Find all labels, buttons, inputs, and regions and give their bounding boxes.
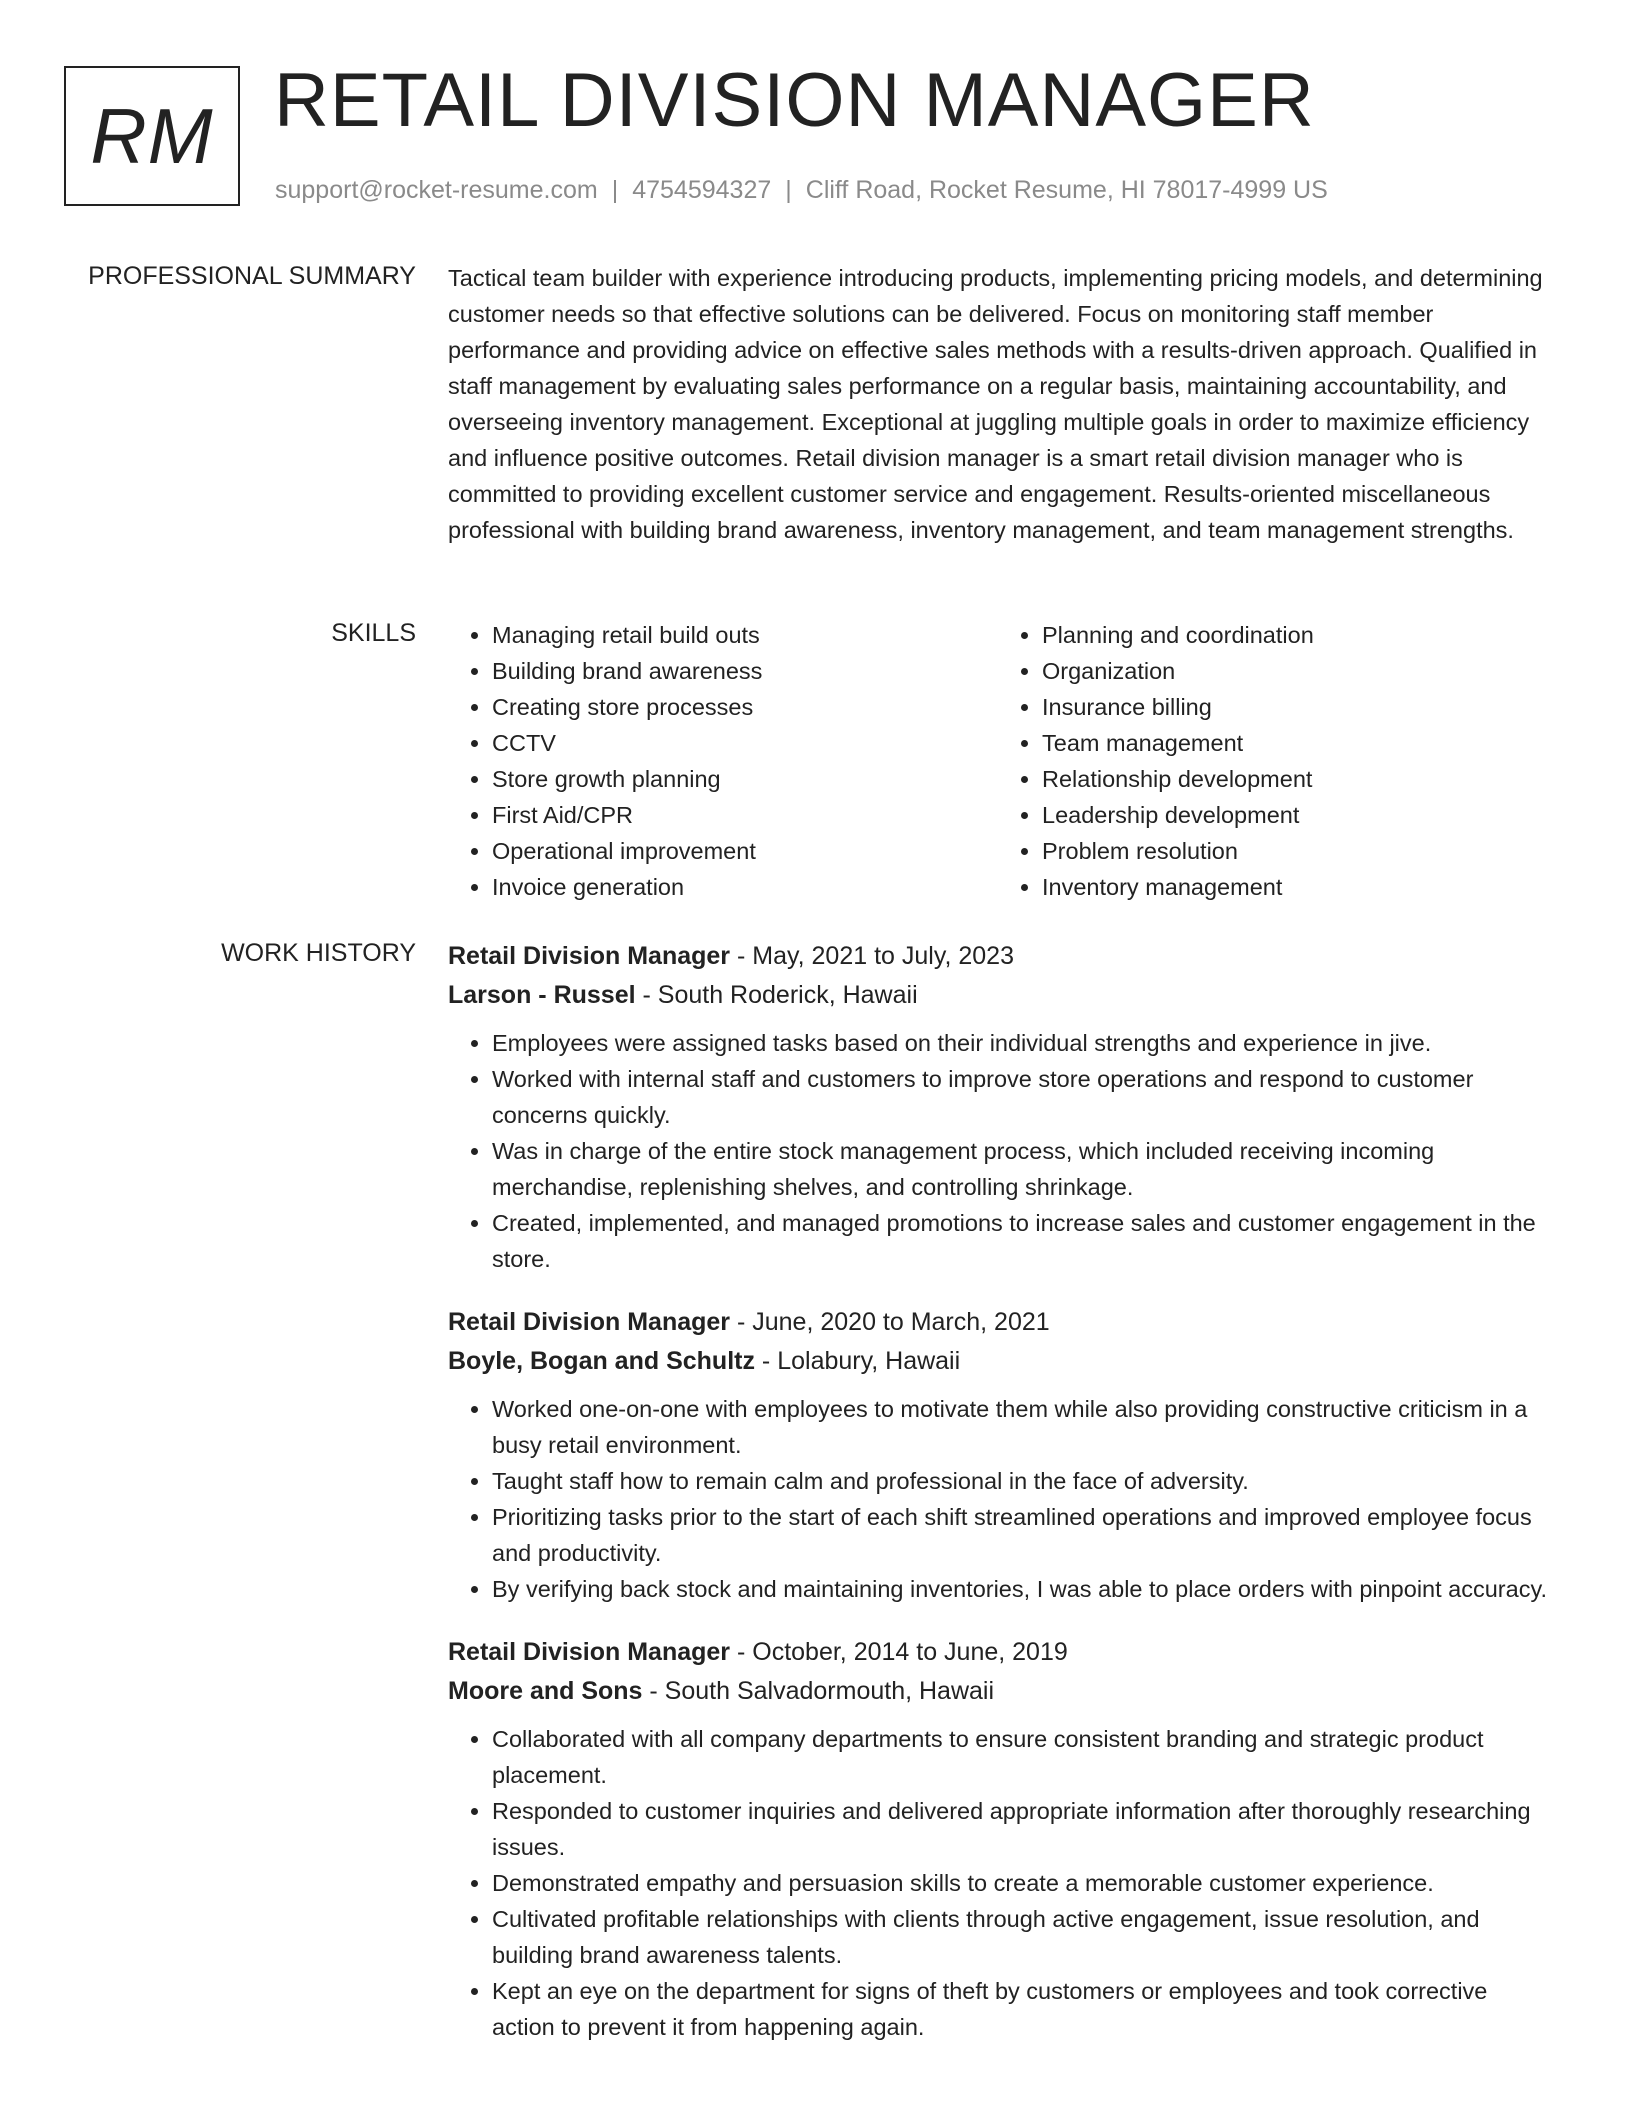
job-entry — [448, 937, 1556, 1277]
job-company: Boyle, Bogan and Schultz — [448, 1347, 755, 1375]
job-bullet-list — [448, 1391, 1556, 1607]
job-dates: - June, 2020 to March, 2021 — [730, 1308, 1050, 1336]
work-history-body — [448, 937, 1556, 2071]
job-bullet: • Worked one-on-one with employees to motivate them while also providing constructive criticism in a busy retail environment. — [492, 1391, 1556, 1463]
job-title-line — [448, 1633, 1556, 1672]
skill-item: • Planning and coordination — [1042, 617, 1314, 653]
job-dates: - May, 2021 to July, 2023 — [730, 942, 1014, 970]
job-company-line — [448, 1672, 1556, 1711]
skill-item: • First Aid/CPR — [492, 797, 762, 833]
skill-item: • Problem resolution — [1042, 833, 1314, 869]
job-bullet: • Was in charge of the entire stock management process, which included receiving incoming merchandise, replenishing shelves, and controlling shrinkage. — [492, 1133, 1556, 1205]
contact-phone: 4754594327 — [632, 176, 772, 204]
job-bullet: • Cultivated profitable relationships with clients through active engagement, issue resolution, and building brand awareness talents. — [492, 1901, 1556, 1973]
job-bullet: • Collaborated with all company departments to ensure consistent branding and strategic product placement. — [492, 1721, 1556, 1793]
job-company-line — [448, 976, 1556, 1015]
skill-item: • Store growth planning — [492, 761, 762, 797]
job-title-line — [448, 1303, 1556, 1342]
job-title-line — [448, 937, 1556, 976]
skill-item: • Creating store processes — [492, 689, 762, 725]
contact-line — [275, 174, 1328, 206]
monogram-logo — [64, 66, 240, 206]
skills-list-right — [998, 617, 1314, 905]
job-bullet: • Kept an eye on the department for signs of theft by customers or employees and took corrective action to prevent it from happening again. — [492, 1973, 1556, 2045]
job-location: - South Roderick, Hawaii — [635, 981, 918, 1009]
job-company-line — [448, 1342, 1556, 1381]
resume-title: RETAIL DIVISION MANAGER — [274, 58, 1315, 143]
skill-item: • Leadership development — [1042, 797, 1314, 833]
skill-item: • Building brand awareness — [492, 653, 762, 689]
job-company: Larson - Russel — [448, 981, 636, 1009]
skill-item: • Invoice generation — [492, 869, 762, 905]
summary-text: Tactical team builder with experience introducing products, implementing pricing models, and determining customer needs so that effective solutions can be delivered. Focus on monitoring staff member performance and providing advice on effective sales methods with a results-driven approach. Qualified in staff management by evaluating sales performance on a regular basis, maintaining accountability, and overseeing inventory management. Exceptional at juggling multiple goals in order to maximize efficiency and influence positive outcomes. Retail division manager is a smart retail division manager who is committed to providing excellent customer service and engagement. Results-oriented miscellaneous professional with building brand awareness, inventory management, and team management strengths. — [448, 265, 1543, 543]
job-bullet-list — [448, 1721, 1556, 2045]
job-entry — [448, 1633, 1556, 2045]
skill-item: • Insurance billing — [1042, 689, 1314, 725]
job-bullet: • Employees were assigned tasks based on their individual strengths and experience in jive. — [492, 1025, 1556, 1061]
skill-item: • Team management — [1042, 725, 1314, 761]
contact-separator: | — [785, 176, 792, 204]
job-location: - South Salvadormouth, Hawaii — [642, 1677, 995, 1705]
job-title: Retail Division Manager — [448, 1308, 731, 1336]
job-bullet: • By verifying back stock and maintaining inventories, I was able to place orders with pinpoint accuracy. — [492, 1571, 1556, 1607]
job-bullet: • Responded to customer inquiries and delivered appropriate information after thoroughly researching issues. — [492, 1793, 1556, 1865]
skill-item: • Relationship development — [1042, 761, 1314, 797]
work-history-heading: WORK HISTORY — [221, 939, 416, 967]
skill-item: • Inventory management — [1042, 869, 1314, 905]
job-location: - Lolabury, Hawaii — [754, 1347, 961, 1375]
skill-item: • CCTV — [492, 725, 762, 761]
job-bullet: • Created, implemented, and managed promotions to increase sales and customer engagement in the store. — [492, 1205, 1556, 1277]
contact-email: support@rocket-resume.com — [275, 176, 598, 204]
skill-item: • Operational improvement — [492, 833, 762, 869]
summary-body — [448, 260, 1556, 548]
job-entry — [448, 1303, 1556, 1607]
skill-item: • Organization — [1042, 653, 1314, 689]
contact-separator: | — [611, 176, 619, 204]
job-bullet: • Prioritizing tasks prior to the start of each shift streamlined operations and improved employee focus and productivity. — [492, 1499, 1556, 1571]
job-dates: - October, 2014 to June, 2019 — [730, 1638, 1068, 1666]
skills-list-left — [448, 617, 762, 905]
job-bullet: • Worked with internal staff and customers to improve store operations and respond to customer concerns quickly. — [492, 1061, 1556, 1133]
job-bullet: • Taught staff how to remain calm and professional in the face of adversity. — [492, 1463, 1556, 1499]
skills-heading: SKILLS — [331, 619, 416, 647]
summary-heading: PROFESSIONAL SUMMARY — [88, 262, 416, 290]
job-title: Retail Division Manager — [448, 942, 731, 970]
monogram-initials: RM — [90, 91, 214, 180]
job-bullet-list — [448, 1025, 1556, 1277]
job-title: Retail Division Manager — [448, 1638, 731, 1666]
job-bullet: • Demonstrated empathy and persuasion skills to create a memorable customer experience. — [492, 1865, 1556, 1901]
contact-address: Cliff Road, Rocket Resume, HI 78017-4999 US — [805, 176, 1328, 204]
job-company: Moore and Sons — [448, 1677, 643, 1705]
skill-item: • Managing retail build outs — [492, 617, 762, 653]
